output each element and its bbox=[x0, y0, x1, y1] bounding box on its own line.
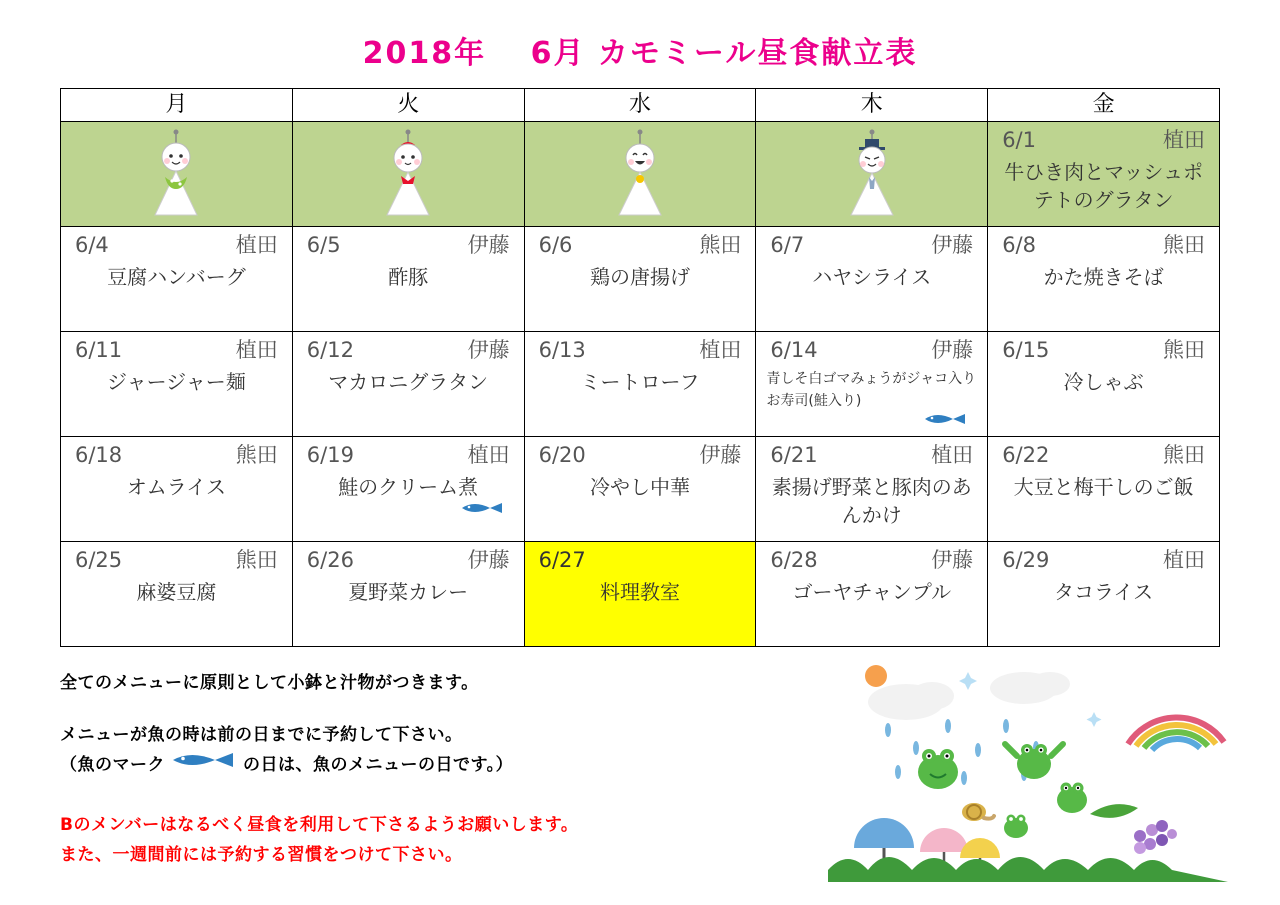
note-line-3-suffix: の日は、魚のメニューの日です。） bbox=[243, 755, 514, 775]
day-menu: ジャージャー麺 bbox=[106, 370, 246, 394]
fish-icon bbox=[764, 410, 979, 428]
day-date: 6/7 bbox=[770, 233, 805, 257]
day-cell-6-20 bbox=[524, 437, 756, 542]
table-row bbox=[61, 542, 1220, 647]
fish-icon bbox=[171, 750, 237, 780]
day-date: 6/29 bbox=[1002, 548, 1050, 572]
day-menu: 酢豚 bbox=[388, 265, 429, 289]
table-header-row bbox=[61, 89, 1220, 122]
day-cell-6-1 bbox=[988, 122, 1220, 227]
day-menu: ハヤシライス bbox=[812, 265, 932, 289]
day-staff: 熊田 bbox=[235, 443, 278, 467]
day-menu: 冷しゃぶ bbox=[1063, 370, 1144, 394]
day-staff: 伊藤 bbox=[467, 548, 510, 572]
day-staff: 植田 bbox=[931, 443, 974, 467]
day-staff: 伊藤 bbox=[931, 233, 974, 257]
day-date: 6/5 bbox=[306, 233, 341, 257]
day-cell-6-4 bbox=[61, 227, 293, 332]
day-date: 6/12 bbox=[306, 338, 354, 362]
note-line-5: また、一週間前には予約する習慣をつけて下さい。 bbox=[60, 845, 463, 865]
menu-table bbox=[60, 88, 1220, 647]
day-menu: 冷やし中華 bbox=[589, 475, 690, 499]
day-menu: 鮭のクリーム煮 bbox=[338, 475, 479, 499]
day-menu: ゴーヤチャンプル bbox=[792, 580, 952, 604]
note-line-3-prefix: （魚のマーク bbox=[60, 755, 165, 775]
day-menu: 夏野菜カレー bbox=[348, 580, 469, 604]
day-cell-6-18 bbox=[61, 437, 293, 542]
day-date: 6/14 bbox=[770, 338, 818, 362]
day-menu: マカロニグラタン bbox=[328, 370, 489, 394]
day-cell-6-26 bbox=[292, 542, 524, 647]
day-cell-6-7 bbox=[756, 227, 988, 332]
note-line-3 bbox=[60, 750, 760, 780]
doll-illustration-boy-green bbox=[69, 126, 284, 224]
day-menu: タコライス bbox=[1053, 580, 1154, 604]
notes-section bbox=[60, 668, 760, 870]
day-cell-6-12 bbox=[292, 332, 524, 437]
table-row bbox=[61, 437, 1220, 542]
day-menu: 豆腐ハンバーグ bbox=[107, 265, 246, 289]
page-title: 2018年 6月 カモミール昼食献立表 bbox=[362, 36, 918, 71]
day-menu: かた焼きそば bbox=[1043, 265, 1164, 289]
table-row bbox=[61, 122, 1220, 227]
day-date: 6/4 bbox=[75, 233, 109, 257]
day-staff: 植田 bbox=[1163, 548, 1205, 572]
day-menu: 麻婆豆腐 bbox=[136, 580, 217, 604]
day-date: 6/18 bbox=[75, 443, 123, 467]
day-date: 6/19 bbox=[306, 443, 354, 467]
day-staff: 熊田 bbox=[1163, 338, 1205, 362]
day-menu: 鶏の唐揚げ bbox=[589, 265, 690, 289]
day-cell-6-27 bbox=[524, 542, 756, 647]
day-date: 6/20 bbox=[538, 443, 586, 467]
day-cell-6-19 bbox=[292, 437, 524, 542]
day-cell-6-11 bbox=[61, 332, 293, 437]
day-date: 6/25 bbox=[75, 548, 123, 572]
day-cell-6-5 bbox=[292, 227, 524, 332]
day-date: 6/1 bbox=[1002, 128, 1036, 152]
day-menu: オムライス bbox=[126, 475, 226, 499]
day-cell-6-14 bbox=[756, 332, 988, 437]
table-row bbox=[61, 227, 1220, 332]
note-line-2: メニューが魚の時は前の日までに予約して下さい。 bbox=[60, 725, 463, 745]
day-staff: 伊藤 bbox=[931, 338, 974, 362]
note-line-1: 全てのメニューに原則として小鉢と汁物がつきます。 bbox=[60, 673, 479, 693]
day-cell-empty-4 bbox=[756, 122, 988, 227]
rainy-season-illustration bbox=[828, 652, 1228, 882]
day-staff: 植田 bbox=[699, 338, 742, 362]
day-cell-6-22 bbox=[988, 437, 1220, 542]
day-date: 6/11 bbox=[75, 338, 123, 362]
day-cell-empty-3 bbox=[524, 122, 756, 227]
day-cell-6-15 bbox=[988, 332, 1220, 437]
day-staff: 植田 bbox=[235, 233, 278, 257]
day-date: 6/13 bbox=[538, 338, 586, 362]
doll-illustration-girl-red bbox=[301, 126, 516, 224]
day-menu: 料理教室 bbox=[599, 580, 680, 604]
day-staff: 熊田 bbox=[699, 233, 742, 257]
day-cell-empty-2 bbox=[292, 122, 524, 227]
day-cell-6-25 bbox=[61, 542, 293, 647]
note-line-4: Bのメンバーはなるべく昼食を利用して下さるようお願いします。 bbox=[60, 815, 579, 835]
day-date: 6/28 bbox=[770, 548, 818, 572]
day-date: 6/22 bbox=[1002, 443, 1050, 467]
column-header-wednesday: 水 bbox=[524, 89, 756, 122]
day-staff: 植田 bbox=[235, 338, 278, 362]
day-menu: 素揚げ野菜と豚肉のあんかけ bbox=[771, 475, 972, 527]
day-menu: 牛ひき肉とマッシュポテトのグラタン bbox=[1004, 160, 1203, 212]
day-cell-6-28 bbox=[756, 542, 988, 647]
day-staff: 伊藤 bbox=[699, 443, 742, 467]
column-header-friday: 金 bbox=[988, 89, 1220, 122]
column-header-thursday: 木 bbox=[756, 89, 988, 122]
day-cell-6-21 bbox=[756, 437, 988, 542]
day-staff: 熊田 bbox=[1163, 233, 1205, 257]
day-menu: 青しそ白ゴマみょうがジャコ入りお寿司(鮭入り) bbox=[766, 371, 977, 409]
table-row bbox=[61, 332, 1220, 437]
day-date: 6/8 bbox=[1002, 233, 1036, 257]
day-date: 6/21 bbox=[770, 443, 818, 467]
day-cell-6-6 bbox=[524, 227, 756, 332]
doll-illustration-gentleman-hat bbox=[764, 126, 979, 224]
day-cell-6-29 bbox=[988, 542, 1220, 647]
day-staff: 伊藤 bbox=[467, 233, 510, 257]
day-cell-empty-1 bbox=[61, 122, 293, 227]
day-date: 6/27 bbox=[538, 548, 586, 572]
day-staff: 伊藤 bbox=[467, 338, 510, 362]
day-menu: 大豆と梅干しのご飯 bbox=[1013, 475, 1194, 499]
day-staff: 熊田 bbox=[235, 548, 278, 572]
day-cell-6-13 bbox=[524, 332, 756, 437]
day-staff: 伊藤 bbox=[931, 548, 974, 572]
column-header-tuesday: 火 bbox=[292, 89, 524, 122]
day-staff: 植田 bbox=[1163, 128, 1205, 152]
day-staff: 熊田 bbox=[1163, 443, 1205, 467]
day-date: 6/6 bbox=[538, 233, 573, 257]
day-cell-6-8 bbox=[988, 227, 1220, 332]
column-header-monday: 月 bbox=[61, 89, 293, 122]
doll-illustration-baby-yellow bbox=[533, 126, 748, 224]
day-staff: 植田 bbox=[467, 443, 510, 467]
day-date: 6/26 bbox=[306, 548, 354, 572]
day-menu: ミートローフ bbox=[580, 370, 700, 394]
day-date: 6/15 bbox=[1002, 338, 1050, 362]
fish-icon bbox=[301, 499, 516, 517]
